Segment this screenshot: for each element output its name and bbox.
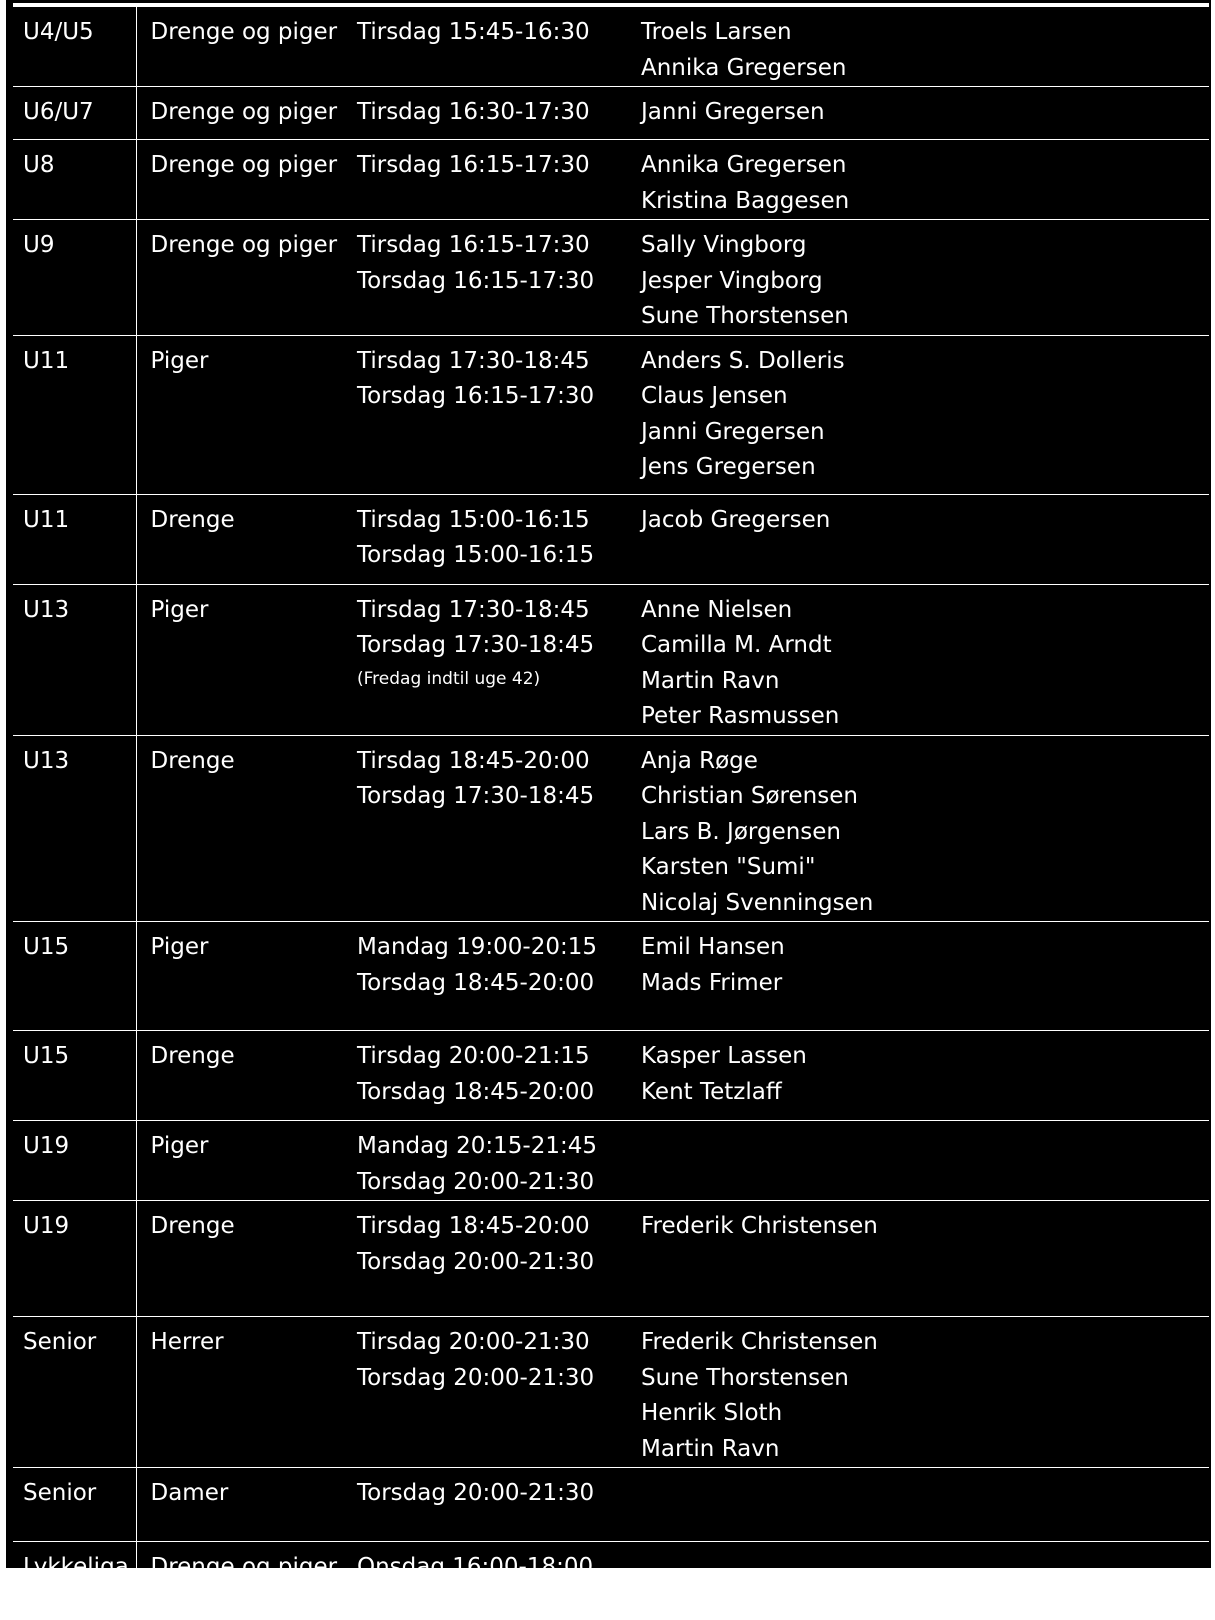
age-label: U13: [23, 596, 70, 623]
group-label: Drenge og piger: [150, 99, 338, 125]
age-cell: [13, 1542, 136, 1620]
training-time: Torsdag 16:15-17:30: [357, 383, 595, 409]
coach-cell: [625, 584, 1209, 735]
group-label: Herrer: [150, 1329, 224, 1355]
table-row: [13, 1201, 1209, 1317]
coach-cell: [625, 922, 1209, 1031]
coach-name: Emil Hansen: [641, 934, 785, 960]
training-time: Torsdag 20:00-21:30: [357, 1248, 595, 1275]
table-row: [13, 922, 1209, 1031]
training-time: Tirsdag 20:00-21:15: [357, 1043, 590, 1069]
table-row: [13, 87, 1209, 140]
age-label: U8: [23, 152, 55, 178]
age-cell: [13, 1031, 136, 1121]
age-cell: [13, 1317, 136, 1468]
group-cell: [136, 1121, 343, 1201]
coach-cell: [625, 1201, 1209, 1317]
age-cell: [13, 1468, 136, 1542]
group-label: Drenge: [150, 747, 235, 774]
coach-cell: [625, 220, 1209, 336]
coach-name: Camilla M. Arndt: [641, 632, 832, 658]
training-time: Mandag 20:15-21:45: [357, 1133, 597, 1159]
coach-name: Karsten "Sumi": [641, 854, 816, 880]
coach-name: Martin Ravn: [641, 1435, 780, 1462]
training-time: Tirsdag 16:15-17:30: [357, 152, 590, 178]
time-cell: [343, 140, 625, 220]
time-cell: [343, 1317, 625, 1468]
coach-name: Jacob Gregersen: [641, 506, 831, 533]
coach-name: Peter Rasmussen: [641, 703, 840, 729]
time-cell: [343, 87, 625, 140]
training-time: Tirsdag 15:00-16:15: [357, 506, 590, 533]
table-row: [13, 1468, 1209, 1542]
coach-name: Claus Jensen: [641, 383, 788, 409]
time-cell: [343, 735, 625, 922]
table-row: [13, 140, 1209, 220]
time-cell: [343, 1201, 625, 1317]
coach-name: Kasper Lassen: [641, 1043, 807, 1069]
training-time: Torsdag 20:00-21:30: [357, 1364, 595, 1391]
group-cell: [136, 87, 343, 140]
group-label: Drenge og piger: [150, 1554, 338, 1580]
age-label: U15: [23, 1043, 70, 1069]
group-label: Drenge: [150, 1213, 235, 1239]
group-cell: [136, 922, 343, 1031]
coach-name: Janni Gregersen: [641, 99, 825, 125]
age-label: Lykkeliga: [23, 1554, 129, 1580]
time-note: (Fredag indtil uge 42): [357, 668, 541, 689]
age-label: U6/U7: [23, 99, 94, 125]
coach-name: Anja Røge: [641, 747, 758, 774]
age-cell: [13, 1201, 136, 1317]
group-cell: [136, 7, 343, 87]
time-cell: [343, 494, 625, 584]
coach-cell: [625, 494, 1209, 584]
coach-name: Sune Thorstensen: [641, 1364, 849, 1391]
training-time: Torsdag 17:30-18:45: [357, 632, 595, 658]
coach-name: Christian Sørensen: [641, 783, 858, 809]
coach-name: Jens Gregersen: [641, 454, 816, 480]
group-cell: [136, 220, 343, 336]
group-cell: [136, 584, 343, 735]
table-row: [13, 735, 1209, 922]
coach-name: Kristina Baggesen: [641, 187, 850, 214]
group-label: Drenge og piger: [150, 152, 338, 178]
coach-name: Henrik Sloth: [641, 1400, 783, 1426]
time-cell: [343, 220, 625, 336]
time-cell: [343, 1121, 625, 1201]
time-cell: [343, 335, 625, 494]
training-time: Tirsdag 18:45-20:00: [357, 1213, 590, 1239]
group-cell: [136, 735, 343, 922]
group-cell: [136, 1317, 343, 1468]
training-time: Tirsdag 20:00-21:30: [357, 1329, 590, 1355]
group-cell: [136, 1031, 343, 1121]
group-label: Piger: [150, 596, 209, 623]
age-label: U9: [23, 232, 55, 258]
table-row: [13, 335, 1209, 494]
group-label: Piger: [150, 1133, 209, 1159]
coach-cell: [625, 87, 1209, 140]
training-time: Tirsdag 16:30-17:30: [357, 99, 590, 125]
group-label: Drenge: [150, 506, 235, 533]
schedule-body: [13, 7, 1209, 1620]
training-time: Onsdag 16:00-18:00: [357, 1554, 594, 1580]
age-label: U15: [23, 934, 70, 960]
group-cell: [136, 494, 343, 584]
coach-name: Sune Thorstensen: [641, 303, 849, 329]
coach-cell: [625, 140, 1209, 220]
table-row: [13, 7, 1209, 87]
age-cell: [13, 1121, 136, 1201]
coach-cell: [625, 1317, 1209, 1468]
age-label: U11: [23, 347, 70, 374]
age-label: Senior: [23, 1329, 97, 1355]
training-time: Tirsdag 17:30-18:45: [357, 347, 590, 374]
age-label: U19: [23, 1213, 70, 1239]
coach-name: Frederik Christensen: [641, 1329, 878, 1355]
table-row: [13, 1121, 1209, 1201]
training-time: Torsdag 18:45-20:00: [357, 1078, 595, 1105]
coach-name: Anne Nielsen: [641, 596, 793, 623]
table-row: [13, 1542, 1209, 1620]
time-cell: [343, 584, 625, 735]
group-cell: [136, 1201, 343, 1317]
coach-name: Frederik Christensen: [641, 1213, 878, 1239]
age-cell: [13, 140, 136, 220]
table-row: [13, 1031, 1209, 1121]
coach-cell: [625, 1121, 1209, 1201]
group-label: Piger: [150, 934, 209, 960]
coach-name: Mads Frimer: [641, 969, 783, 996]
time-cell: [343, 7, 625, 87]
age-cell: [13, 922, 136, 1031]
table-row: [13, 494, 1209, 584]
coach-name: Martin Ravn: [641, 667, 780, 694]
group-cell: [136, 140, 343, 220]
coach-cell: [625, 1542, 1209, 1620]
age-label: U11: [23, 506, 70, 533]
coach-cell: [625, 7, 1209, 87]
coach-cell: [625, 1468, 1209, 1542]
time-cell: [343, 1031, 625, 1121]
age-label: U19: [23, 1133, 70, 1159]
age-cell: [13, 584, 136, 735]
age-label: U4/U5: [23, 19, 94, 45]
age-cell: [13, 335, 136, 494]
coach-name: Anders S. Dolleris: [641, 347, 845, 374]
training-schedule-table: [13, 7, 1209, 1620]
age-cell: [13, 87, 136, 140]
training-time: Torsdag 20:00-21:30: [357, 1168, 595, 1195]
training-time: Torsdag 15:00-16:15: [357, 542, 595, 568]
table-row: [13, 584, 1209, 735]
group-label: Drenge og piger: [150, 232, 338, 258]
training-time: Torsdag 20:00-21:30: [357, 1480, 595, 1506]
table-row: [13, 1317, 1209, 1468]
coach-name: Kent Tetzlaff: [641, 1078, 782, 1105]
table-row: [13, 220, 1209, 336]
group-label: Piger: [150, 347, 209, 374]
coach-name: Nicolaj Svenningsen: [641, 889, 874, 916]
group-label: Drenge: [150, 1043, 235, 1069]
group-label: Damer: [150, 1480, 229, 1506]
group-cell: [136, 1468, 343, 1542]
coach-name: Sally Vingborg: [641, 232, 807, 258]
training-time: Tirsdag 17:30-18:45: [357, 596, 590, 623]
training-time: Torsdag 16:15-17:30: [357, 267, 595, 294]
coach-cell: [625, 735, 1209, 922]
age-cell: [13, 7, 136, 87]
time-cell: [343, 1468, 625, 1542]
coach-cell: [625, 1031, 1209, 1121]
age-label: Senior: [23, 1480, 97, 1506]
age-cell: [13, 735, 136, 922]
training-time: Tirsdag 18:45-20:00: [357, 747, 590, 774]
training-time: Torsdag 17:30-18:45: [357, 783, 595, 809]
training-time: Tirsdag 15:45-16:30: [357, 19, 590, 45]
group-cell: [136, 1542, 343, 1620]
coach-name: Lars B. Jørgensen: [641, 818, 842, 845]
time-cell: [343, 1542, 625, 1620]
age-cell: [13, 494, 136, 584]
age-cell: [13, 220, 136, 336]
coach-name: Annika Gregersen: [641, 54, 847, 81]
coach-cell: [625, 335, 1209, 494]
time-cell: [343, 922, 625, 1031]
age-label: U13: [23, 747, 70, 774]
training-time: Tirsdag 16:15-17:30: [357, 232, 590, 258]
training-time: Torsdag 18:45-20:00: [357, 969, 595, 996]
training-time: Mandag 19:00-20:15: [357, 934, 597, 960]
coach-name: Annika Gregersen: [641, 152, 847, 178]
group-label: Drenge og piger: [150, 19, 338, 45]
group-cell: [136, 335, 343, 494]
coach-name: Troels Larsen: [641, 19, 792, 45]
coach-name: Janni Gregersen: [641, 418, 825, 445]
coach-name: Jesper Vingborg: [641, 267, 823, 294]
schedule-page: [6, 0, 1211, 1580]
